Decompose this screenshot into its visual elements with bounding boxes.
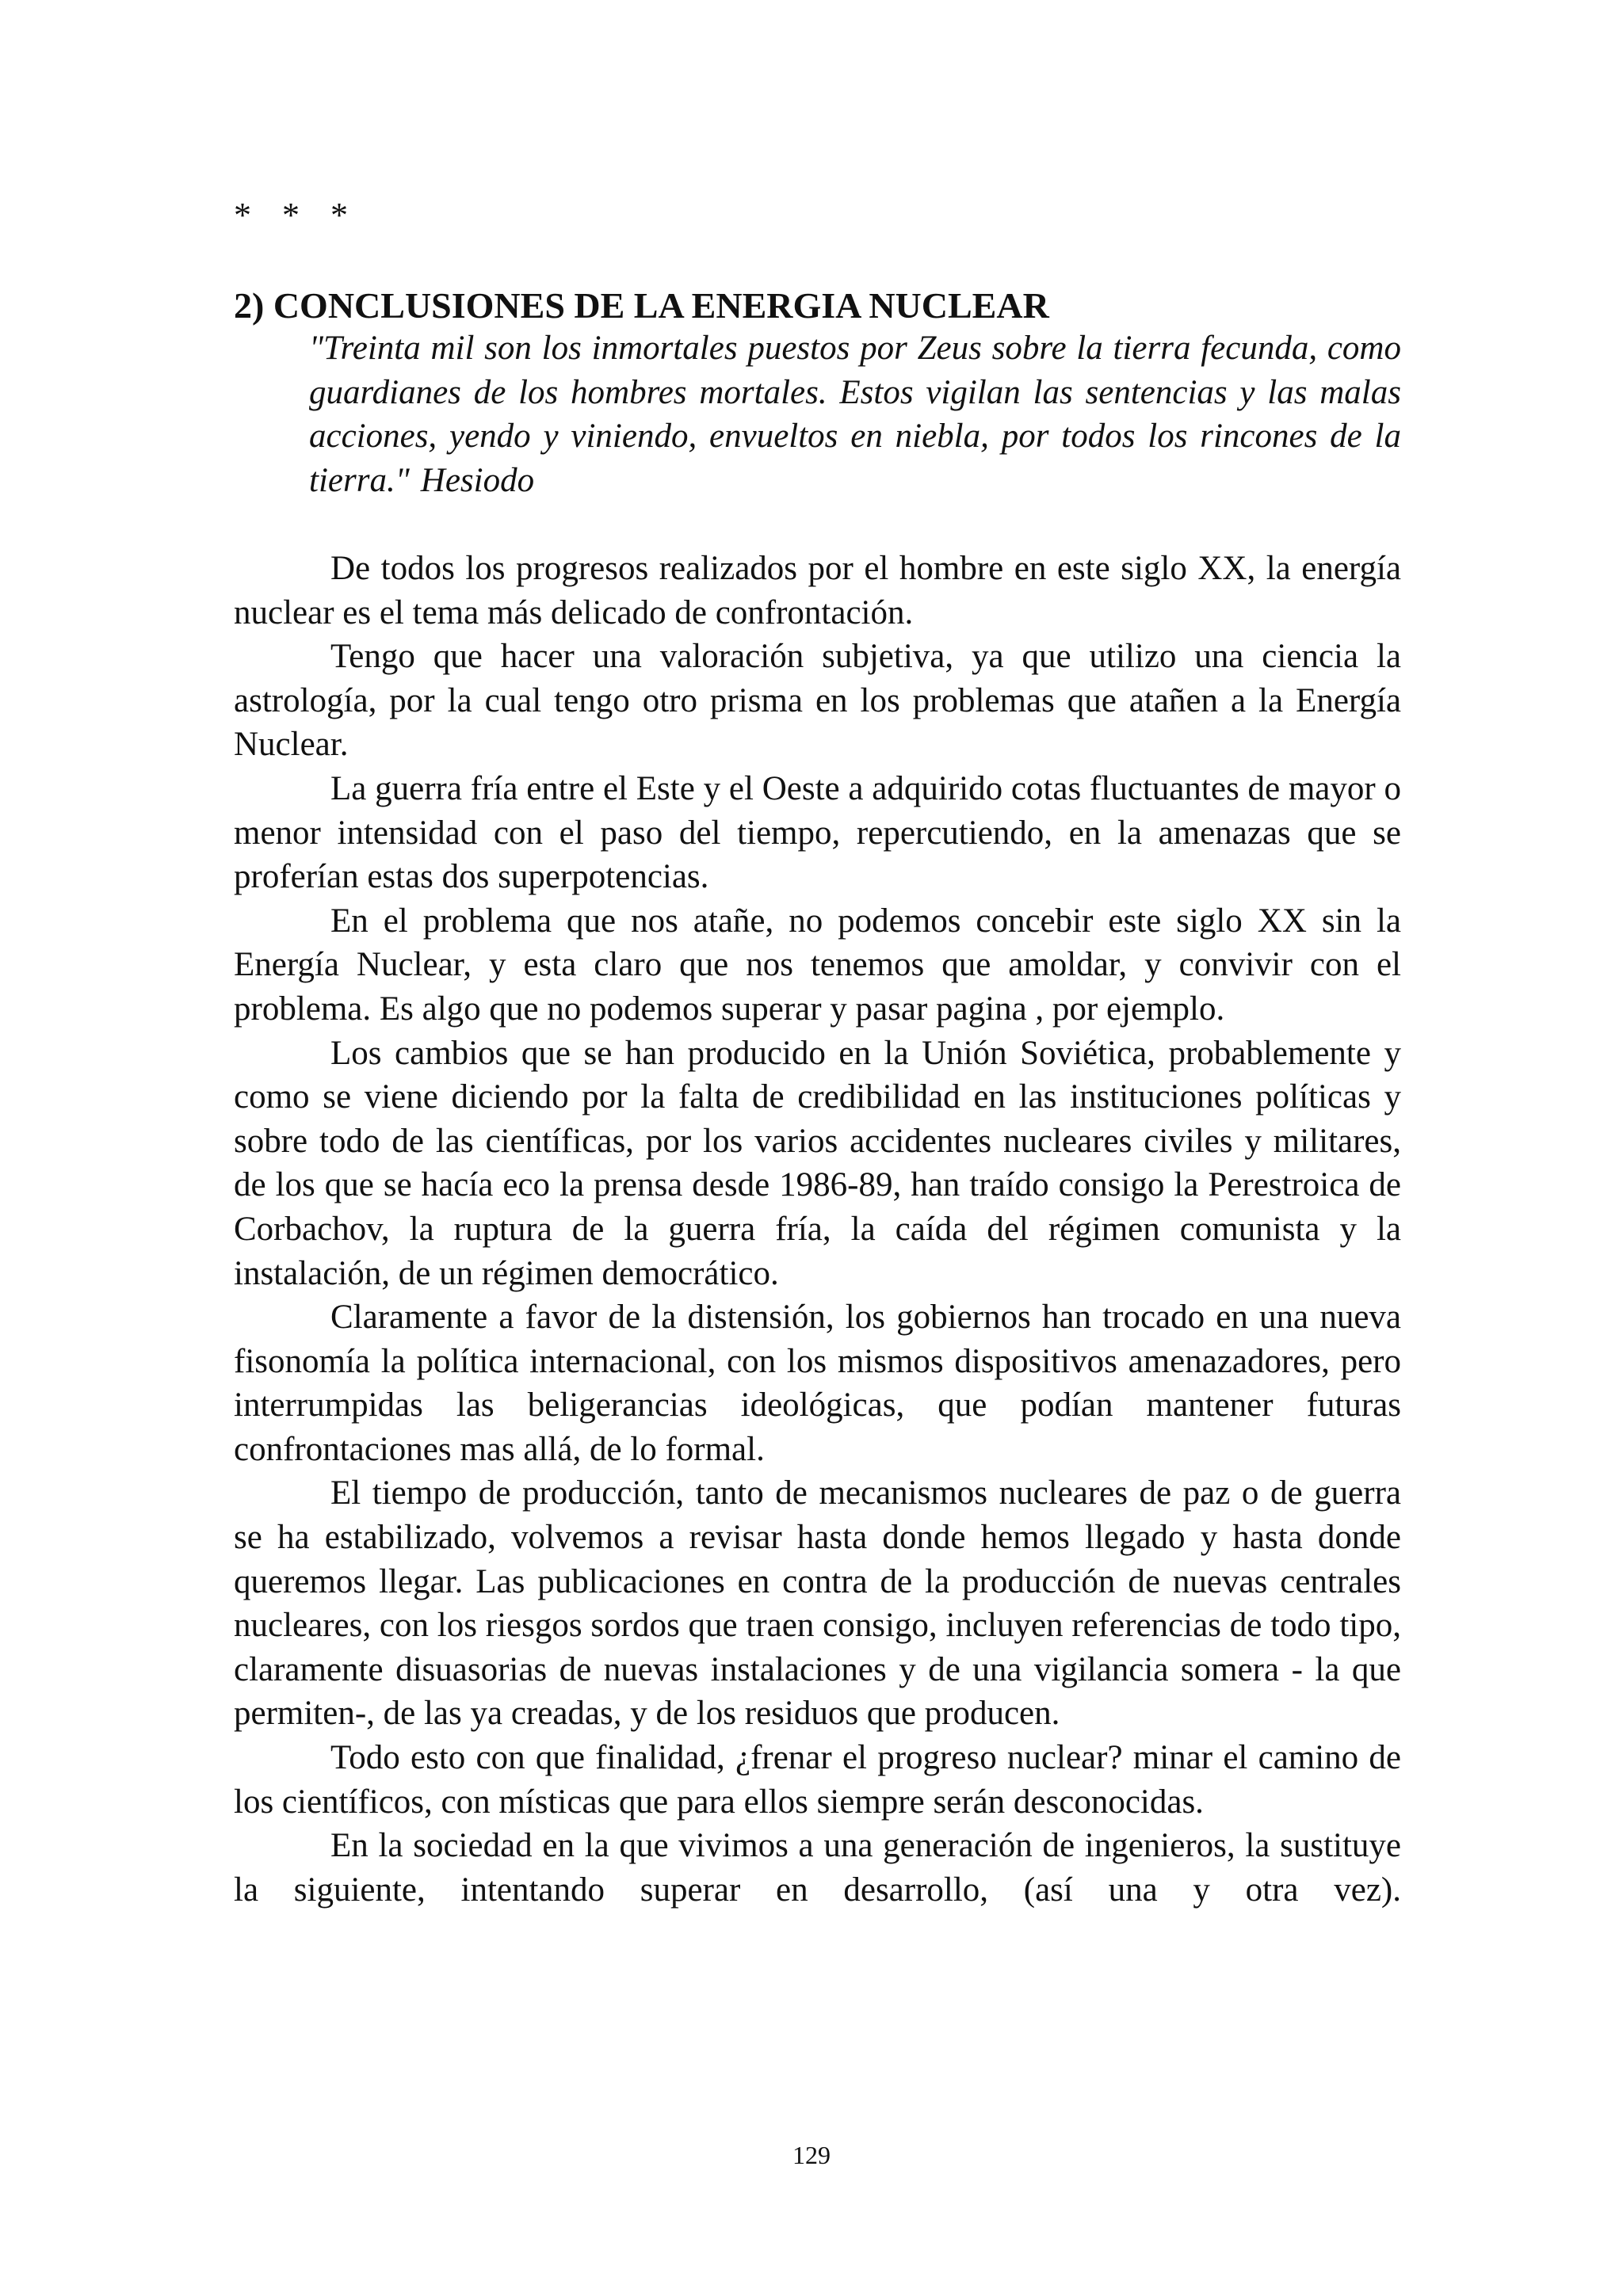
paragraph: Tengo que hacer una valoración subjetiva, ya que utilizo una ciencia la astrología, por la cual tengo otro prisma en los problemas que atañen a la Energía Nuclear.	[234, 638, 1401, 764]
page-number: 129	[792, 2141, 831, 2169]
paragraph: En la sociedad en la que vivimos a una generación de ingenieros, la sustituye la siguiente, intentando superar en desarrollo, (así una y otra vez).	[234, 1827, 1401, 1909]
section-separator: * * *	[234, 196, 359, 235]
epigraph-quote: "Treinta mil son los inmortales puestos por Zeus sobre la tierra fecunda, como guardianes de los hombres mortales. Estos vigilan las sentencias y las malas acciones, yendo y viniendo, envueltos en niebla, por todos los rincones de la tierra."	[309, 330, 1401, 499]
paragraph: De todos los progresos realizados por el hombre en este siglo XX, la energía nuclear es el tema más delicado de confrontación.	[234, 550, 1401, 631]
epigraph-author: Hesiodo	[420, 461, 535, 499]
paragraph: Claramente a favor de la distensión, los gobiernos han trocado en una nueva fisonomía la política internacional, con los mismos dispositivos amenazadores, pero interrumpidas las beligerancias ideológicas, que podían mantener futuras confrontaciones mas allá, de lo formal.	[234, 1299, 1401, 1468]
body-text	[234, 547, 1401, 1912]
paragraph: La guerra fría entre el Este y el Oeste a adquirido cotas fluctuantes de mayor o menor intensidad con el paso del tiempo, repercutiendo, en la amenazas que se proferían estas dos superpotencias.	[234, 769, 1401, 896]
paragraph: Los cambios que se han producido en la Unión Soviética, probablemente y como se viene diciendo por la falta de credibilidad en las instituciones políticas y sobre todo de las científicas, por los varios accidentes nucleares civiles y militares, de los que se hacía eco la prensa desde 1986-89, han traído consigo la Perestroica de Corbachov, la ruptura de la guerra fría, la caída del régimen comunista y la instalación, de un régimen democrático.	[234, 1034, 1401, 1292]
section-heading: 2) CONCLUSIONES DE LA ENERGIA NUCLEAR	[234, 285, 1049, 326]
paragraph: El tiempo de producción, tanto de mecanismos nucleares de paz o de guerra se ha estabilizado, volvemos a revisar hasta donde hemos llegado y hasta donde queremos llegar. Las publicaciones en contra de la producción de nuevas centrales nucleares, con los riesgos sordos que traen consigo, incluyen referencias de todo tipo, claramente disuasorias de nuevas instalaciones y de una vigilancia somera - la que permiten-, de las ya creadas, y de los residuos que producen.	[234, 1474, 1401, 1733]
paragraph: En el problema que nos atañe, no podemos concebir este siglo XX sin la Energía Nuclear, y esta claro que nos tenemos que amoldar, y convivir con el problema. Es algo que no podemos superar y pasar pagina , por ejemplo.	[234, 902, 1401, 1028]
paragraph: Todo esto con que finalidad, ¿frenar el progreso nuclear? minar el camino de los científicos, con místicas que para ellos siempre serán desconocidas.	[234, 1739, 1401, 1821]
epigraph	[309, 326, 1401, 502]
